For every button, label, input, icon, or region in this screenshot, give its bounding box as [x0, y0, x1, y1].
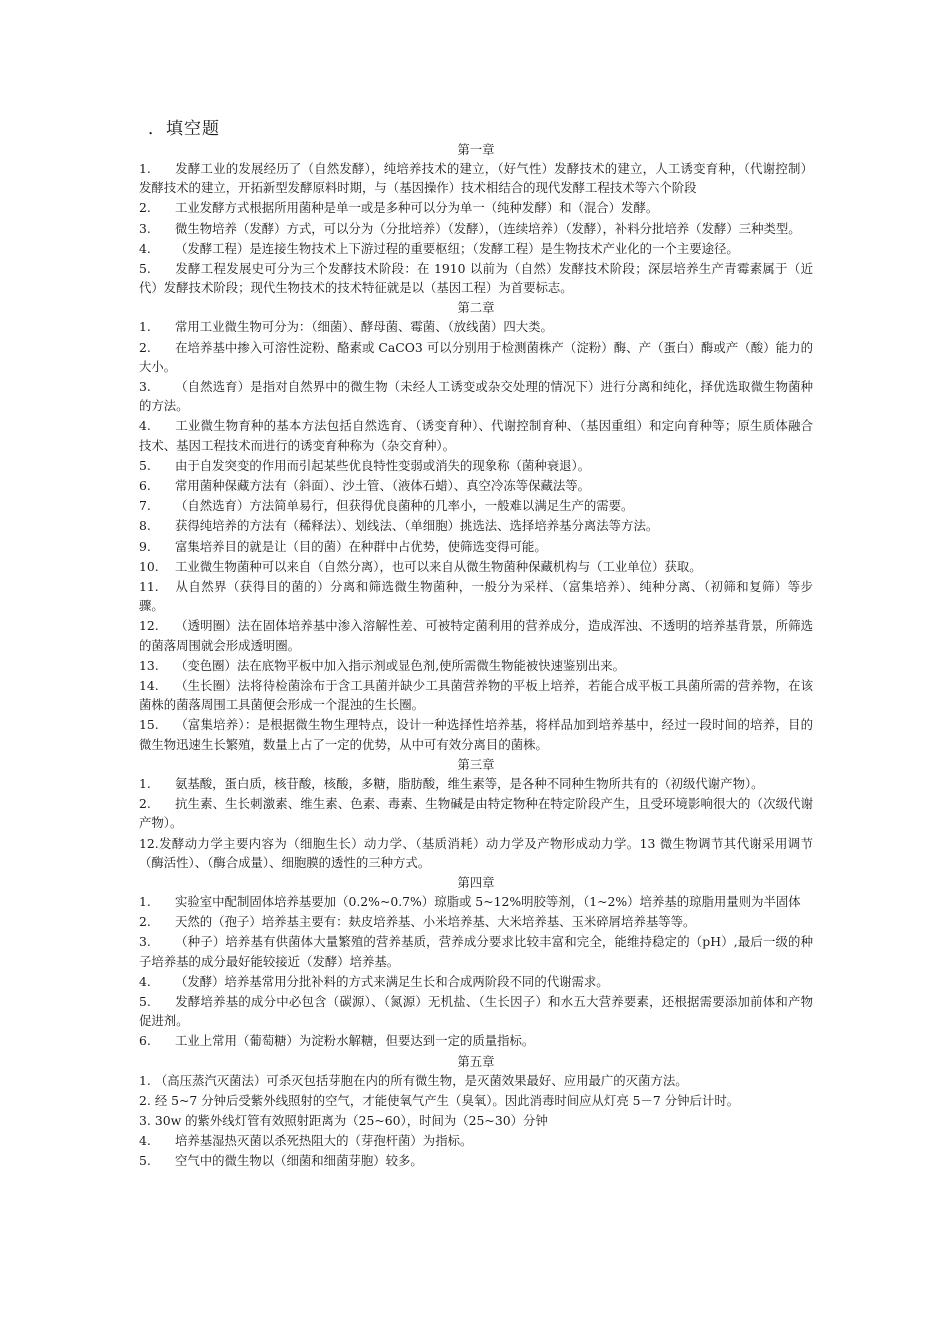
- question-item: [139, 239, 813, 258]
- question-item: [139, 476, 813, 495]
- question-item: [139, 774, 813, 793]
- question-number: 3.: [139, 220, 151, 236]
- question-text: （富集培养）：是根据微生物生理特点，设计一种选择性培养基，将样品加到培养基中，经过一段时间的培养，目的微生物迅速生长繁殖，数量上占了一定的优势，从中可有效分离目的菌株。: [139, 717, 813, 752]
- question-item: [139, 715, 813, 753]
- question-item: [139, 1151, 813, 1170]
- question-item: [139, 676, 813, 714]
- question-text: 12.发酵动力学主要内容为（细胞生长）动力学、（基质消耗）动力学及产物形成动力学。13 微生物调节其代谢采用调节（酶活性）、（酶合成量）、细胞膜的透性的三种方式。: [139, 835, 813, 870]
- question-number: 15.: [139, 717, 159, 733]
- question-number: 1.: [139, 775, 151, 791]
- question-number: 10.: [139, 558, 159, 574]
- document-content: [139, 140, 813, 1172]
- question-number: 3.: [139, 934, 151, 950]
- question-item: [139, 537, 813, 556]
- question-number: 13.: [139, 657, 159, 673]
- question-number: 5.: [139, 1153, 151, 1169]
- chapter-heading: 第四章: [457, 874, 495, 890]
- question-number: 2.: [139, 200, 151, 216]
- question-item: [139, 516, 813, 535]
- question-item: [139, 834, 813, 872]
- question-text: 在培养基中掺入可溶性淀粉、酪素或 CaCO3 可以分别用于检测菌株产（淀粉）酶、产（蛋白）酶或产（酸）能力的大小。: [139, 339, 813, 374]
- question-item: [139, 377, 813, 415]
- question-text: 实验室中配制固体培养基要加（0.2%~0.7%）琼脂或 5~12%明胶等剂，（1~2%）培养基的琼脂用量则为半固体: [175, 893, 801, 909]
- question-number: 2.: [139, 914, 151, 930]
- question-text: 工业微生物菌种可以来自（自然分离），也可以来自从微生物菌种保藏机构与（工业单位）获取。: [175, 558, 702, 574]
- question-item: [139, 496, 813, 515]
- question-item: [139, 219, 813, 238]
- question-number: 5.: [139, 457, 151, 473]
- question-number: 4.: [139, 973, 151, 989]
- question-item: [139, 1031, 813, 1050]
- question-number: 1.: [139, 319, 151, 335]
- question-text: 经 5~7 分钟后受紫外线照射的空气，才能使氧气产生（臭氧）。因此消毒时间应从灯亮 5－7 分钟后计时。: [154, 1092, 740, 1108]
- question-item: [139, 198, 813, 217]
- question-text: （种子）培养基有供菌体大量繁殖的营养基质，营养成分要求比较丰富和完全，能维持稳定的（pH）,最后一级的种子培养基的成分最好能较接近（发酵）培养基。: [139, 934, 813, 969]
- question-item: [139, 1091, 813, 1110]
- question-number: 12.: [139, 618, 159, 634]
- question-item: [139, 456, 813, 475]
- question-text: 发酵工业的发展经历了（自然发酵），纯培养技术的建立，（好气性）发酵技术的建立，人工诱变育种，（代谢控制）发酵技术的建立，开拓新型发酵原料时期，与（基因操作）技术相结合的现代发酵工程技术等六个阶段: [139, 161, 813, 196]
- question-item: [139, 259, 813, 297]
- question-text: （发酵）培养基常用分批补料的方式来满足生长和合成两阶段不同的代谢需求。: [175, 973, 609, 989]
- question-item: [139, 317, 813, 336]
- question-text: 微生物培养（发酵）方式，可以分为（分批培养）（发酵），（连续培养）（发酵），补料分批培养（发酵）三种类型。: [175, 220, 801, 236]
- question-text: 空气中的微生物以（细菌和细菌芽胞）较多。: [175, 1153, 423, 1169]
- question-number: 3.: [139, 1112, 151, 1128]
- question-number: 2.: [139, 339, 151, 355]
- chapter-heading: 第一章: [457, 142, 495, 157]
- question-item: [139, 159, 813, 197]
- question-number: 3.: [139, 379, 151, 395]
- question-text: 获得纯培养的方法有（稀释法）、划线法、（单细胞）挑选法、选择培养基分离法等方法。: [175, 518, 659, 534]
- question-item: [139, 1071, 813, 1090]
- question-text: 工业上常用（葡萄糖）为淀粉水解糖，但要达到一定的质量指标。: [175, 1033, 535, 1049]
- question-number: 14.: [139, 678, 159, 694]
- question-number: 4.: [139, 418, 151, 434]
- question-item: [139, 912, 813, 931]
- question-text: （自然选育）方法简单易行，但获得优良菌种的几率小，一般难以满足生产的需要。: [175, 498, 634, 514]
- question-text: 常用菌种保藏方法有（斜面）、沙土管、（液体石蜡）、真空冷冻等保藏法等。: [175, 478, 591, 494]
- question-text: 30w 的紫外线灯管有效照射距离为（25~60），时间为（25~30）分钟: [154, 1112, 548, 1128]
- question-text: 富集培养目的就是让（目的菌）在种群中占优势，使筛选变得可能。: [175, 538, 547, 554]
- question-number: 1.: [139, 161, 151, 176]
- question-item: [139, 892, 813, 911]
- question-number: 4.: [139, 240, 151, 256]
- question-number: 2.: [139, 796, 151, 812]
- question-item: [139, 656, 813, 675]
- question-text: 常用工业微生物可分为：（细菌）、酵母菌、霉菌、（放线菌）四大类。: [175, 319, 553, 335]
- question-text: 氨基酸，蛋白质，核苷酸，核酸，多糖，脂肪酸，维生素等，是各种不同种生物所共有的（初级代谢产物）。: [175, 775, 764, 791]
- question-item: [139, 972, 813, 991]
- question-text: 工业微生物育种的基本方法包括自然选育、（诱变育种）、代谢控制育种、（基因重组）和定向育种等；原生质体融合技术、基因工程技术而进行的诱变育种称为（杂交育种）。: [139, 418, 813, 453]
- question-item: [139, 338, 813, 376]
- question-item: [139, 794, 813, 832]
- question-text: 抗生素、生长刺激素、维生素、色素、毒素、生物碱是由特定物种在特定阶段产生，且受环境影响很大的（次级代谢产物）。: [139, 796, 813, 831]
- question-item: [139, 1111, 813, 1130]
- question-number: 1.: [139, 1072, 151, 1088]
- question-number: 4.: [139, 1133, 151, 1149]
- question-item: [139, 1131, 813, 1150]
- chapter-heading: 第二章: [457, 300, 495, 316]
- question-number: 1.: [139, 893, 151, 909]
- question-text: 发酵培养基的成分中必包含（碳源）、（氮源）无机盐、（生长因子）和水五大营养要素，还根据需要添加前体和产物促进剂。: [139, 993, 813, 1029]
- question-text: 发酵工程发展史可分为三个发酵技术阶段：在 1910 以前为（自然）发酵技术阶段；深层培养生产青霉素属于（近代）发酵技术阶段；现代生物技术的技术特征就是以（基因工程）为首要标志。: [139, 261, 813, 296]
- question-number: 2.: [139, 1092, 151, 1108]
- question-text: 由于自发突变的作用而引起某些优良特性变弱或消失的现象称（菌种衰退）。: [175, 457, 591, 473]
- question-number: 6.: [139, 478, 151, 494]
- question-text: 工业发酵方式根据所用菌种是单一或是多种可以分为单一（纯种发酵）和（混合）发酵。: [175, 200, 659, 216]
- question-item: [139, 992, 813, 1030]
- question-text: （透明圈）法在固体培养基中渗入溶解性差、可被特定菌利用的营养成分，造成浑浊、不透明的培养基背景，所筛选的菌落周围就会形成透明圈。: [139, 618, 813, 653]
- question-item: [139, 416, 813, 454]
- question-text: （变色圈）法在底物平板中加入指示剂或显色剂,使所需微生物能被快速鉴别出来。: [175, 657, 626, 673]
- question-text: 培养基湿热灭菌以杀死热阻大的（芽孢杆菌）为指标。: [175, 1133, 473, 1149]
- question-text: （自然选育）是指对自然界中的微生物（未经人工诱变或杂交处理的情况下）进行分离和纯化，择优选取微生物菌种的方法。: [139, 379, 813, 414]
- chapter-heading: 第五章: [457, 1053, 495, 1069]
- question-text: 从自然界（获得目的菌的）分离和筛选微生物菌种，一般分为采样、（富集培养）、纯种分离、（初筛和复筛）等步骤。: [139, 579, 813, 614]
- question-number: 5.: [139, 993, 151, 1009]
- question-number: 11.: [139, 579, 159, 595]
- question-text: （高压蒸汽灭菌法）可杀灭包括芽胞在内的所有微生物，是灭菌效果最好、应用最广的灭菌方法。: [154, 1072, 688, 1088]
- question-number: 6.: [139, 1033, 151, 1049]
- question-text: 天然的（孢子）培养基主要有：麸皮培养基、小米培养基、大米培养基、玉米碎屑培养基等等。: [175, 914, 696, 930]
- question-item: [139, 557, 813, 576]
- question-item: [139, 577, 813, 615]
- question-number: 9.: [139, 538, 151, 554]
- section-title: ．填空题: [148, 119, 220, 139]
- question-item: [139, 932, 813, 970]
- question-item: [139, 616, 813, 654]
- question-text: （发酵工程）是连接生物技术上下游过程的重要枢纽；（发酵工程）是生物技术产业化的一个主要途径。: [175, 240, 739, 256]
- question-text: （生长圈）法将待检菌涂布于含工具菌并缺少工具菌营养物的平板上培养，若能合成平板工具菌所需的营养物，在该菌株的菌落周围工具菌便会形成一个混浊的生长圈。: [139, 678, 813, 713]
- question-number: 8.: [139, 518, 151, 534]
- question-number: 5.: [139, 261, 151, 277]
- chapter-heading: 第三章: [457, 756, 495, 772]
- question-number: 7.: [139, 498, 151, 514]
